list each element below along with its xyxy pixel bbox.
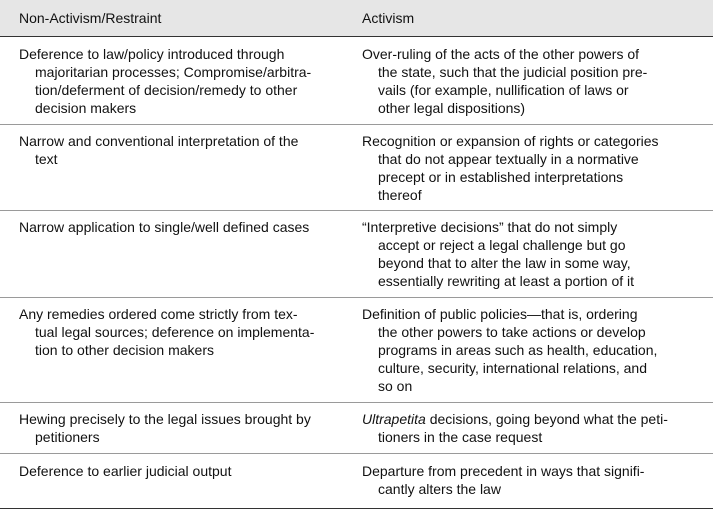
row-6-activism-line-2: cantly alters the law — [378, 481, 501, 497]
row-5-restraint-line-1: Hewing precisely to the legal issues brought by — [19, 411, 311, 427]
row-4-activism-line-1: Definition of public policies—that is, ordering — [362, 306, 638, 322]
row-2-activism-line-4: thereof — [378, 187, 422, 203]
ultrapetita-term: Ultrapetita — [362, 411, 426, 427]
row-1-restraint-line-4: decision makers — [35, 100, 137, 116]
row-2-activism — [362, 132, 659, 204]
row-1-activism-line-4: other legal dispositions) — [378, 100, 526, 116]
row-5-activism-line-1-rest: decisions, going beyond what the peti- — [425, 411, 668, 427]
row-3-activism-line-3: beyond that to alter the law in some way, — [378, 255, 631, 271]
row-divider — [0, 297, 713, 298]
row-3-activism-line-4: essentially rewriting at least a portion of it — [378, 273, 635, 289]
row-5-activism-line-2: tioners in the case request — [378, 429, 543, 445]
row-6-activism-line-1: Departure from precedent in ways that signifi- — [362, 463, 645, 479]
row-5-restraint-line-2: petitioners — [35, 429, 100, 445]
header-non-activism: Non-Activism/Restraint — [19, 10, 162, 26]
row-2-activism-line-2: that do not appear textually in a normative — [378, 151, 639, 167]
row-1-activism — [362, 45, 647, 117]
row-1-activism-line-1: Over-ruling of the acts of the other powers of — [362, 46, 640, 62]
row-4-activism-line-4: culture, security, international relations, and — [378, 360, 647, 376]
row-4-restraint-line-3: tion to other decision makers — [35, 342, 214, 358]
row-1-restraint-line-2: majoritarian processes; Compromise/arbitra- — [35, 64, 312, 80]
row-5-activism-line-1 — [362, 410, 668, 428]
row-6-restraint-line-1: Deference to earlier judicial output — [19, 463, 232, 479]
row-1-activism-line-2: the state, such that the judicial position pre- — [378, 64, 648, 80]
row-4-restraint — [19, 305, 314, 359]
row-4-activism-line-5: so on — [378, 378, 413, 394]
row-6-restraint — [19, 462, 231, 480]
row-6-activism — [362, 462, 644, 498]
row-2-activism-line-3: precept or in established interpretations — [378, 169, 624, 185]
header-activism: Activism — [362, 10, 415, 26]
row-1-activism-line-3: vails (for example, nullification of laws or — [378, 82, 629, 98]
row-5-restraint — [19, 410, 311, 446]
row-1-restraint-line-3: tion/deferment of decision/remedy to other — [35, 82, 298, 98]
row-4-activism-line-3: programs in areas such as health, education, — [378, 342, 658, 358]
row-divider — [0, 124, 713, 125]
row-4-restraint-line-1: Any remedies ordered come strictly from tex- — [19, 306, 298, 322]
row-divider — [0, 453, 713, 454]
row-2-activism-line-1: Recognition or expansion of rights or categories — [362, 133, 659, 149]
row-4-activism — [362, 305, 657, 395]
row-4-activism-line-2: the other powers to take actions or develop — [378, 324, 646, 340]
row-1-restraint — [19, 45, 311, 117]
row-4-restraint-line-2: tual legal sources; deference on implementa- — [35, 324, 315, 340]
row-5-activism — [362, 410, 668, 446]
row-2-restraint — [19, 132, 298, 168]
row-2-restraint-line-1: Narrow and conventional interpretation of the — [19, 133, 299, 149]
row-divider — [0, 402, 713, 403]
row-3-restraint — [19, 218, 309, 236]
row-3-activism-line-1: “Interpretive decisions” that do not simply — [362, 219, 618, 235]
row-1-restraint-line-1: Deference to law/policy introduced through — [19, 46, 285, 62]
row-2-restraint-line-2: text — [35, 151, 58, 167]
row-divider — [0, 210, 713, 211]
row-3-restraint-line-1: Narrow application to single/well defined cases — [19, 219, 310, 235]
row-3-activism — [362, 218, 634, 290]
row-3-activism-line-2: accept or reject a legal challenge but go — [378, 237, 626, 253]
